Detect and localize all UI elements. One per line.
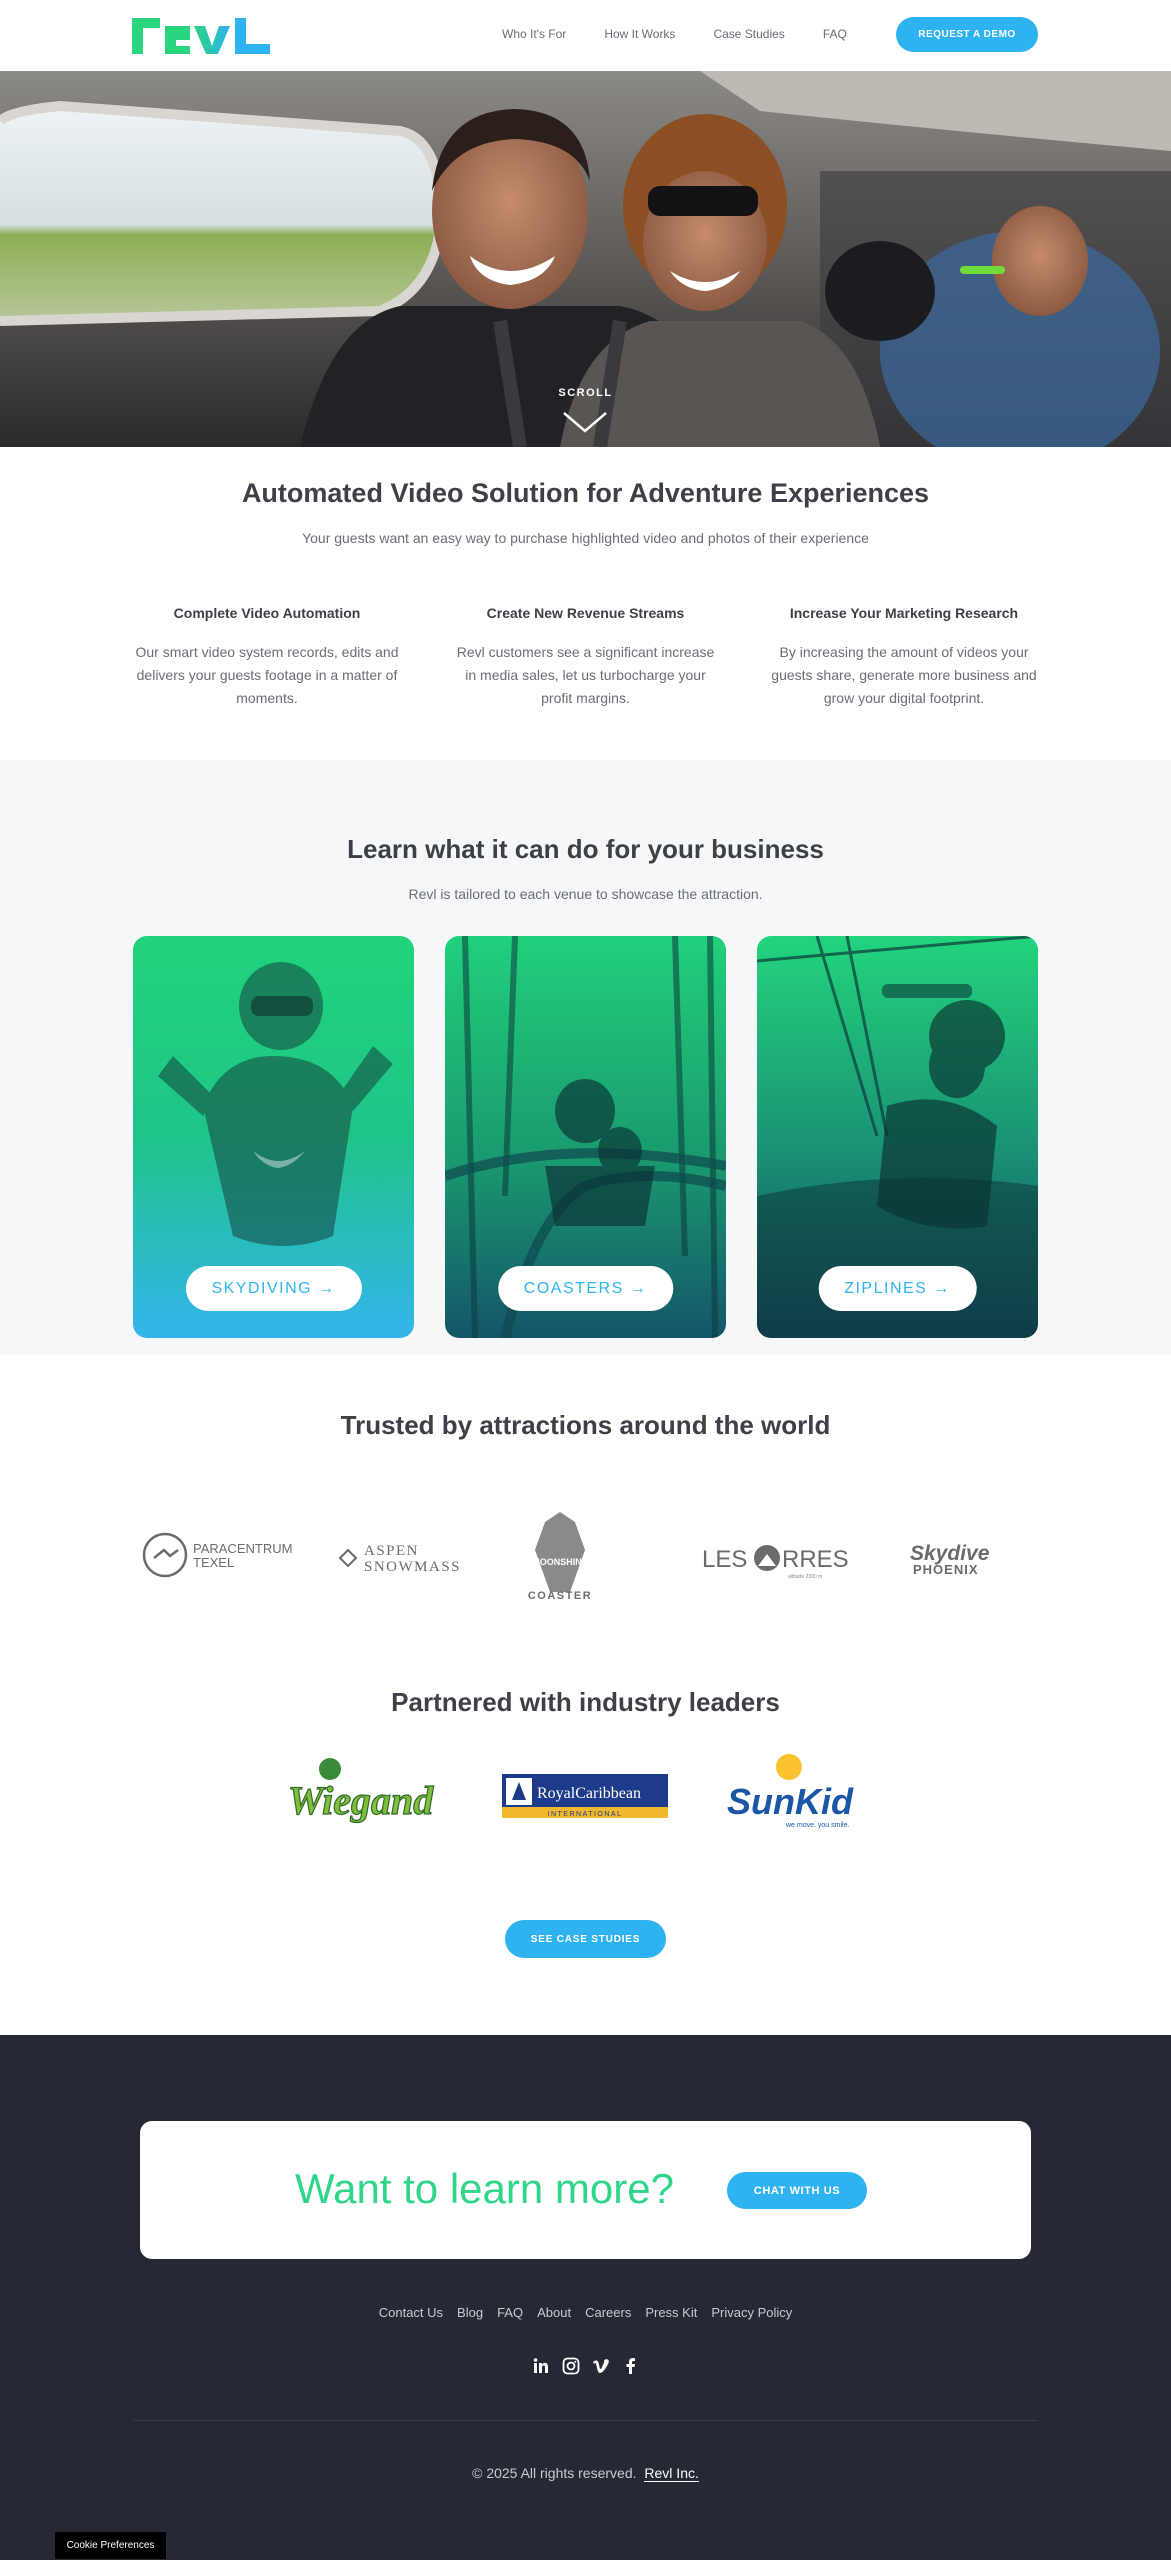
partners-title: Partnered with industry leaders (391, 1687, 780, 1717)
footer (0, 2035, 1171, 2560)
business-subtitle: Revl is tailored to each venue to showcase the attraction. (408, 886, 763, 902)
business-section (0, 760, 1171, 1355)
card-skydiving[interactable] (133, 936, 414, 1338)
royal-caribbean-line1: RoyalCaribbean (537, 1785, 641, 1802)
les-orres-logo (702, 1545, 849, 1580)
royal-caribbean-line2: INTERNATIONAL (547, 1811, 623, 1818)
revl-logo[interactable] (132, 18, 270, 54)
skydive-phoenix-logo (910, 1542, 990, 1577)
nav-link-who[interactable]: Who It's For (502, 27, 567, 41)
skydive-phoenix-line1: Skydive (910, 1542, 990, 1565)
feature-text: By increasing the amount of videos your guests share, generate more business and grow your digital footprint. (771, 644, 1037, 706)
cookie-preferences-button[interactable]: Cookie Preferences (55, 2532, 166, 2559)
copyright (0, 2465, 1171, 2481)
feature-title: Create New Revenue Streams (486, 605, 685, 621)
nav-link-how[interactable]: How It Works (604, 27, 676, 41)
aspen-line2: SNOWMASS (364, 1559, 462, 1575)
copyright-text: © 2025 All rights reserved. (472, 2465, 637, 2481)
coasters-button[interactable]: COASTERS → (498, 1266, 673, 1311)
footer-link-contact[interactable]: Contact Us (378, 2305, 444, 2320)
moonshine-coaster-logo (528, 1512, 592, 1600)
feature-title: Complete Video Automation (173, 605, 361, 621)
moonshine-line2: COASTER (527, 1590, 593, 1600)
feature-title: Increase Your Marketing Research (789, 605, 1019, 621)
cta-heading: Want to learn more? (295, 2165, 674, 2212)
business-title: Learn what it can do for your business (347, 834, 824, 864)
feature-marketing-research (769, 605, 1039, 710)
sunkid-tagline: we move. you smile. (786, 1822, 850, 1829)
sunkid-text: SunKid (727, 1781, 853, 1822)
wiegand-logo (288, 1758, 434, 1823)
social-links (0, 2357, 1171, 2375)
footer-link-blog[interactable]: Blog (457, 2305, 484, 2320)
partner-logos (280, 1752, 900, 1832)
skydiving-button[interactable]: SKYDIVING → (185, 1266, 361, 1311)
feature-text: Revl customers see a significant increase in media sales, let us turbocharge your profit margins. (456, 644, 715, 706)
aspen-line1: ASPEN (364, 1543, 420, 1559)
features-row (132, 605, 1039, 710)
wiegand-text: Wiegand (288, 1778, 434, 1823)
moonshine-line1: MOONSHINE (532, 1557, 588, 1567)
instagram-icon[interactable] (562, 2357, 580, 2375)
feature-text: Our smart video system records, edits and delivers your guests footage in a matter of moments. (135, 644, 399, 706)
request-demo-button[interactable]: REQUEST A DEMO (896, 17, 1038, 52)
cta-box (140, 2121, 1031, 2259)
intro-subtitle: Your guests want an easy way to purchase highlighted video and photos of their experience (302, 530, 869, 546)
footer-link-press-kit[interactable]: Press Kit (645, 2305, 698, 2320)
see-case-studies-button[interactable]: SEE CASE STUDIES (505, 1920, 666, 1958)
linkedin-icon[interactable] (532, 2357, 550, 2375)
les-orres-line1: LES (702, 1546, 748, 1573)
feature-revenue-streams (451, 605, 721, 710)
paracentrum-line1: PARACENTRUM (193, 1541, 293, 1556)
nav-link-case-studies[interactable]: Case Studies (713, 27, 785, 41)
les-orres-line2: RRES (782, 1546, 849, 1573)
les-orres-tag: altitude 2300 m (788, 1574, 823, 1580)
footer-link-faq[interactable]: FAQ (497, 2305, 524, 2320)
chat-with-us-button[interactable]: CHAT WITH US (727, 2172, 867, 2209)
skydive-phoenix-line2: PHOENIX (913, 1562, 979, 1577)
facebook-icon[interactable] (622, 2357, 640, 2375)
sunkid-logo (727, 1754, 854, 1829)
footer-link-careers[interactable]: Careers (585, 2305, 632, 2320)
feature-video-automation (132, 605, 402, 710)
nav-links (502, 27, 885, 41)
footer-link-privacy[interactable]: Privacy Policy (711, 2305, 793, 2320)
footer-links (0, 2305, 1171, 2320)
nav-link-faq[interactable]: FAQ (822, 27, 847, 41)
hero-banner (0, 71, 1171, 447)
scroll-label: SCROLL (558, 387, 613, 399)
intro-title: Automated Video Solution for Adventure Experiences (241, 478, 930, 508)
ziplines-button[interactable]: ZIPLINES → (818, 1266, 977, 1311)
paracentrum-logo (144, 1534, 292, 1576)
card-ziplines[interactable] (757, 936, 1038, 1338)
trusted-logos (140, 1510, 1020, 1600)
royal-caribbean-logo (502, 1774, 668, 1818)
top-nav (0, 0, 1171, 71)
card-coasters[interactable] (445, 936, 726, 1338)
vimeo-icon[interactable] (592, 2357, 610, 2375)
company-link[interactable]: Revl Inc. (644, 2465, 699, 2481)
trusted-title: Trusted by attractions around the world (340, 1410, 831, 1440)
chevron-down-icon[interactable] (562, 411, 608, 433)
footer-divider (133, 2420, 1038, 2421)
paracentrum-line2: TEXEL (193, 1555, 235, 1570)
aspen-snowmass-logo (340, 1543, 461, 1575)
footer-link-about[interactable]: About (537, 2305, 572, 2320)
